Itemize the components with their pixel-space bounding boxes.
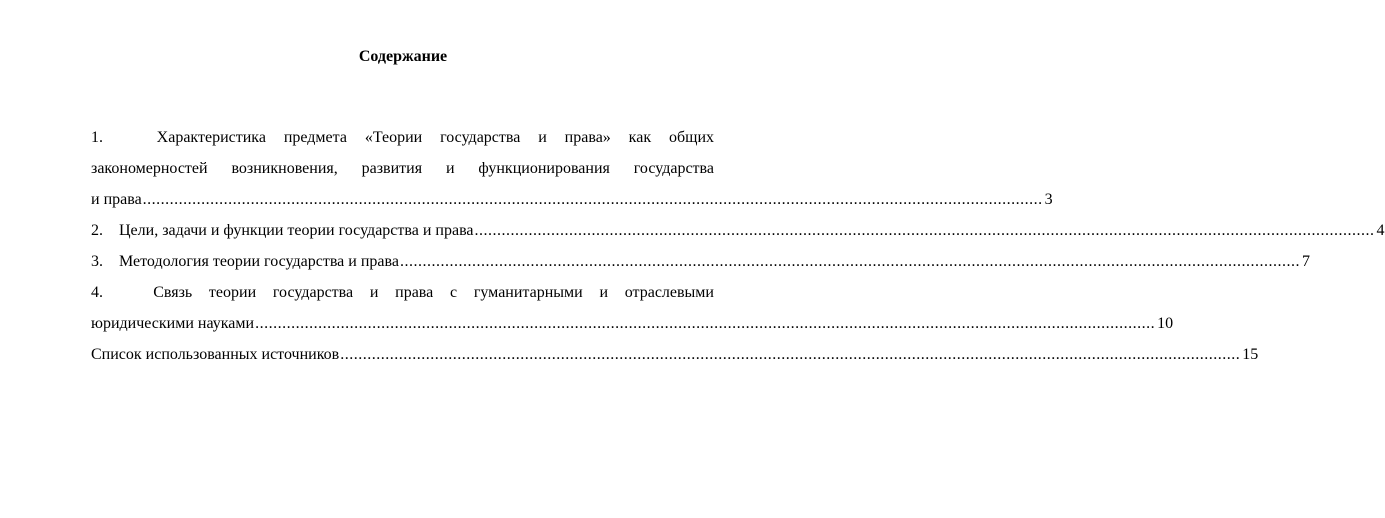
toc-entry-2-last-line (91, 215, 1385, 246)
toc-entry-1-text-end: и права (91, 191, 142, 208)
toc-entry-1-line-2: закономерностей возникновения, развития и функционирования государства (91, 160, 714, 177)
toc-entry-5-text: Список использованных источников (91, 346, 340, 363)
toc-entry-3-text: Методология теории государства и права (119, 253, 399, 270)
toc-entry-1-number: 1. (91, 129, 103, 146)
toc-entry-1 (91, 122, 1053, 215)
toc-entry-2 (91, 215, 1385, 246)
toc-entry-2-text: Цели, задачи и функции теории государства и права (119, 222, 474, 239)
toc-entry-1-text-line-1: Характеристика предмета «Теории государства и права» как общих (156, 129, 714, 146)
table-of-contents (91, 122, 1385, 370)
toc-entry-4-number: 4. (91, 284, 103, 301)
toc-entry-1-leader: ........................................................................................................................................................................................................ (142, 191, 1043, 208)
toc-entry-3-leader: ........................................................................................................................................................................................................ (399, 253, 1300, 270)
toc-entry-3-page: 7 (1301, 253, 1310, 270)
toc-entry-3-number: 3. (91, 253, 103, 270)
toc-title: Содержание (358, 48, 448, 65)
toc-entry-4-page: 10 (1157, 315, 1174, 332)
toc-entry-3 (91, 246, 1310, 277)
toc-entry-5 (91, 339, 1259, 370)
toc-entry-1-line-1 (91, 122, 714, 153)
toc-entry-4-last-line (91, 308, 1174, 339)
toc-entry-2-leader: ........................................................................................................................................................................................................ (474, 222, 1375, 239)
toc-entry-4-text-end: юридическими науками (91, 315, 255, 332)
toc-entry-2-page: 4 (1376, 222, 1385, 239)
toc-entry-1-last-line (91, 184, 1053, 215)
toc-entry-4 (91, 277, 1174, 339)
toc-entry-2-number: 2. (91, 222, 103, 239)
toc-entry-1-page: 3 (1044, 191, 1053, 208)
toc-entry-3-last-line (91, 246, 1310, 277)
toc-entry-5-page: 15 (1242, 346, 1259, 363)
toc-entry-5-last-line (91, 339, 1259, 370)
toc-entry-4-leader: ........................................................................................................................................................................................................ (255, 315, 1156, 332)
toc-entry-5-leader: ........................................................................................................................................................................................................ (340, 346, 1241, 363)
toc-entry-4-text-line-1: Связь теории государства и права с гуманитарными и отраслевыми (153, 284, 714, 301)
toc-entry-4-line-1 (91, 277, 714, 308)
